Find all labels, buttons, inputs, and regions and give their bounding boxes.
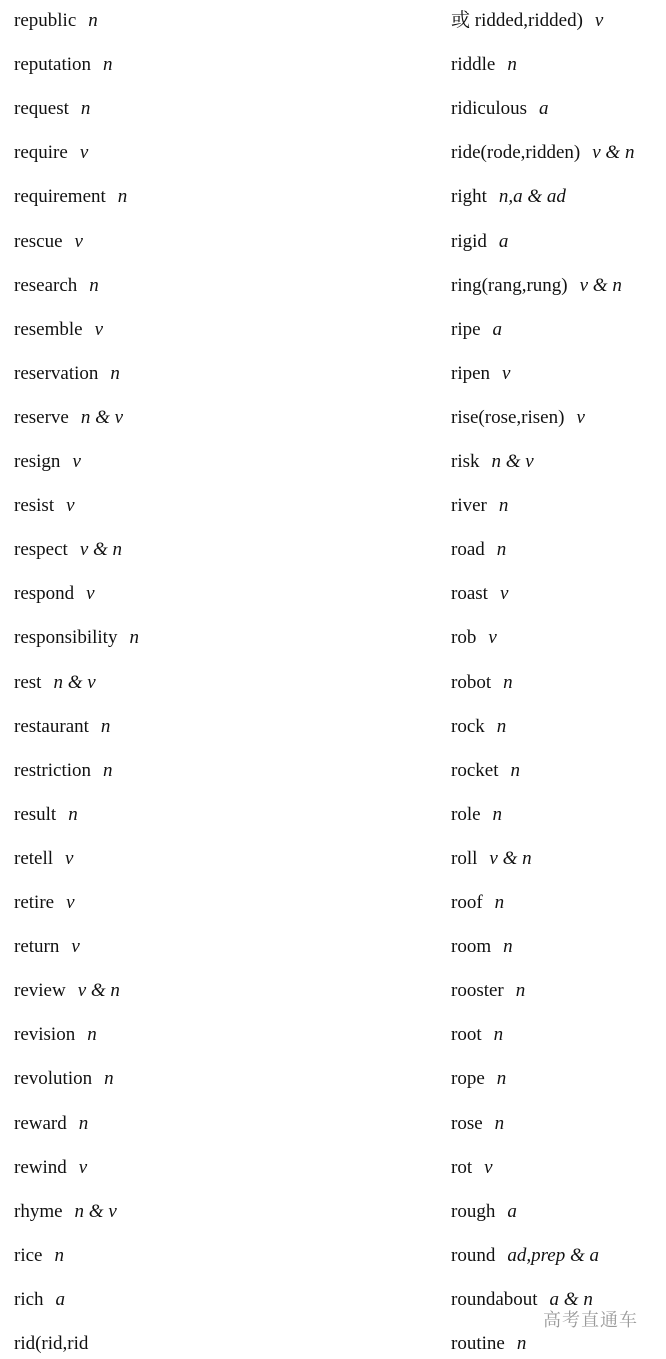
vocab-word: revision <box>14 1024 76 1046</box>
vocab-entry <box>14 1157 87 1179</box>
vocab-entry <box>451 804 502 826</box>
vocab-entry <box>451 980 525 1002</box>
vocab-entry <box>14 407 123 429</box>
vocab-entry <box>451 1245 599 1267</box>
vocab-entry <box>14 760 113 782</box>
vocab-word: rope <box>451 1068 485 1090</box>
vocab-word: roast <box>451 583 488 605</box>
part-of-speech: n & v <box>80 406 124 428</box>
part-of-speech: v <box>86 583 95 605</box>
vocab-entry <box>14 142 88 164</box>
part-of-speech: n <box>510 759 520 781</box>
part-of-speech: ad,prep & a <box>507 1244 599 1266</box>
vocab-entry <box>451 186 566 208</box>
vocab-entry <box>14 848 73 870</box>
part-of-speech: v & n <box>79 539 123 561</box>
part-of-speech: n <box>100 715 111 737</box>
vocab-entry <box>14 804 78 826</box>
vocab-word: roundabout <box>451 1288 538 1310</box>
part-of-speech: n & v <box>53 671 96 693</box>
vocab-word: retire <box>14 892 55 913</box>
vocab-entry <box>451 231 508 253</box>
vocab-word: role <box>451 803 481 825</box>
vocab-entry <box>14 10 98 32</box>
vocab-word: ripe <box>451 318 481 340</box>
part-of-speech: n <box>117 186 128 208</box>
vocab-entry <box>451 583 508 605</box>
vocab-entry <box>451 1201 517 1223</box>
vocab-word: restriction <box>14 759 92 781</box>
vocab-word: rhyme <box>14 1200 63 1222</box>
vocab-word: return <box>14 936 60 958</box>
vocab-word: result <box>14 803 57 825</box>
vocab-word: ride(rode,ridden) <box>451 142 581 164</box>
vocab-entry <box>14 451 81 473</box>
part-of-speech: v & n <box>579 274 622 296</box>
vocab-entry <box>14 495 75 517</box>
vocab-word: resemble <box>14 318 83 340</box>
vocab-word: rich <box>14 1288 44 1310</box>
vocab-entry <box>14 539 122 561</box>
vocab-word: rice <box>14 1244 43 1266</box>
part-of-speech: a <box>539 98 549 120</box>
part-of-speech: v <box>488 627 497 649</box>
vocab-entry <box>14 1245 64 1267</box>
part-of-speech: v <box>576 406 585 428</box>
vocab-entry <box>14 583 95 605</box>
vocab-word: rooster <box>451 980 504 1002</box>
part-of-speech: v <box>78 1156 88 1178</box>
part-of-speech: n <box>87 1024 97 1046</box>
part-of-speech: n <box>88 10 98 31</box>
vocab-entry <box>451 495 508 517</box>
part-of-speech: v <box>594 10 604 31</box>
vocab-word: routine <box>451 1333 505 1354</box>
vocab-word: river <box>451 495 487 517</box>
part-of-speech: n <box>89 274 99 296</box>
part-of-speech: n & v <box>74 1200 117 1222</box>
vocab-word: retell <box>14 847 54 869</box>
part-of-speech: n <box>494 892 505 913</box>
vocab-entry <box>14 627 139 649</box>
vocab-word: reputation <box>14 54 92 76</box>
vocab-word: riddle <box>451 54 496 76</box>
part-of-speech: n & v <box>491 451 534 472</box>
part-of-speech: v <box>66 892 75 913</box>
vocab-entry <box>451 1157 493 1179</box>
part-of-speech: n <box>492 803 503 825</box>
vocab-entry <box>451 275 622 297</box>
vocab-entry <box>14 1024 97 1046</box>
vocab-entry <box>14 319 103 341</box>
part-of-speech: a <box>498 230 509 252</box>
vocab-entry <box>14 936 80 958</box>
part-of-speech: v & n <box>489 847 532 869</box>
part-of-speech: n <box>103 759 113 781</box>
vocab-entry <box>14 1333 100 1355</box>
vocab-entry <box>451 54 517 76</box>
vocab-word: rough <box>451 1200 496 1222</box>
vocab-word: restaurant <box>14 715 89 737</box>
vocab-word: rob <box>451 627 477 649</box>
vocab-word: round <box>451 1244 496 1266</box>
vocab-word: roof <box>451 892 483 913</box>
part-of-speech: v <box>499 583 509 605</box>
vocab-word: right <box>451 186 487 208</box>
vocab-word: 或 ridded,ridded) <box>451 10 583 31</box>
vocab-word: roll <box>451 847 478 869</box>
vocab-word: revolution <box>14 1068 93 1090</box>
vocab-entry <box>14 1201 117 1223</box>
vocab-word: resist <box>14 495 55 517</box>
vocab-entry <box>14 980 120 1002</box>
part-of-speech: a & n <box>549 1288 593 1310</box>
vocab-entry <box>14 231 83 253</box>
vocab-entry <box>451 1068 506 1090</box>
vocab-entry <box>451 892 504 914</box>
vocab-word: rest <box>14 671 42 693</box>
vocab-entry <box>14 892 75 914</box>
vocab-word: root <box>451 1024 482 1046</box>
vocab-word: respect <box>14 539 68 561</box>
vocab-word: robot <box>451 671 492 693</box>
vocab-word: rocket <box>451 759 499 781</box>
part-of-speech: v <box>502 362 511 384</box>
part-of-speech: n <box>496 539 507 561</box>
part-of-speech: n <box>503 671 513 693</box>
vocab-entry <box>14 1068 114 1090</box>
vocab-word: risk <box>451 451 480 472</box>
part-of-speech: v <box>65 847 74 869</box>
vocab-word: ripen <box>451 362 491 384</box>
part-of-speech: n <box>54 1244 64 1266</box>
vocab-word: ridiculous <box>451 98 527 120</box>
watermark: 高考直通车 <box>543 1310 638 1331</box>
part-of-speech: n,a & ad <box>498 186 566 208</box>
vocab-word: require <box>14 142 68 164</box>
part-of-speech: n <box>493 1024 504 1046</box>
vocab-word: reward <box>14 1112 67 1134</box>
vocab-entry <box>451 142 634 164</box>
part-of-speech: n <box>507 54 517 76</box>
vocab-entry <box>451 319 502 341</box>
vocab-entry <box>14 1113 88 1135</box>
vocab-entry <box>14 186 127 208</box>
vocab-word: responsibility <box>14 627 118 649</box>
part-of-speech: v & n <box>592 142 635 164</box>
vocab-entry <box>14 716 110 738</box>
part-of-speech: a <box>507 1200 517 1222</box>
part-of-speech: a <box>55 1288 66 1310</box>
vocab-word: rewind <box>14 1156 67 1178</box>
vocab-word: ring(rang,rung) <box>451 274 568 296</box>
part-of-speech: v <box>79 142 89 164</box>
part-of-speech: n <box>516 1333 527 1354</box>
part-of-speech: n <box>496 1068 507 1090</box>
vocab-entry <box>14 1289 65 1311</box>
vocab-entry <box>451 98 549 120</box>
vocab-entry <box>14 275 99 297</box>
part-of-speech: n <box>515 980 526 1002</box>
vocab-entry <box>451 539 506 561</box>
vocab-word: resign <box>14 451 61 472</box>
vocab-entry <box>14 54 113 76</box>
vocab-entry <box>451 936 513 958</box>
vocab-entry <box>14 672 96 694</box>
part-of-speech: n <box>496 715 507 737</box>
part-of-speech: n <box>110 362 120 384</box>
vocab-word: review <box>14 980 66 1002</box>
vocab-entry <box>451 363 510 385</box>
vocab-word: respond <box>14 583 75 605</box>
vocab-word: rigid <box>451 230 487 252</box>
vocab-entry <box>14 363 120 385</box>
vocab-word: road <box>451 539 485 561</box>
vocab-word: request <box>14 98 69 120</box>
vocab-entry <box>451 672 513 694</box>
vocab-entry <box>451 10 603 32</box>
part-of-speech: n <box>129 627 139 649</box>
part-of-speech: v <box>72 451 81 472</box>
part-of-speech: a <box>492 318 503 340</box>
vocab-word: rock <box>451 715 485 737</box>
vocab-entry <box>451 627 497 649</box>
vocab-word: republic <box>14 10 77 31</box>
part-of-speech: n <box>68 803 78 825</box>
part-of-speech: n <box>498 495 509 517</box>
part-of-speech: n <box>503 936 513 958</box>
vocab-entry <box>451 1113 504 1135</box>
part-of-speech: v <box>484 1156 493 1178</box>
part-of-speech: n <box>78 1112 89 1134</box>
part-of-speech: v & n <box>77 980 120 1002</box>
part-of-speech: v <box>71 936 80 958</box>
vocab-word: rise(rose,risen) <box>451 406 565 428</box>
vocab-word: reservation <box>14 362 99 384</box>
vocab-entry <box>451 716 506 738</box>
vocab-entry <box>451 848 532 870</box>
part-of-speech: v <box>66 495 75 517</box>
vocab-word: reserve <box>14 406 69 428</box>
vocab-word: requirement <box>14 186 106 208</box>
vocab-word: room <box>451 936 492 958</box>
vocab-entry <box>14 98 90 120</box>
vocab-entry <box>451 1333 526 1355</box>
part-of-speech: n <box>80 98 91 120</box>
part-of-speech: v <box>74 230 83 252</box>
vocab-word: rid(rid,rid <box>14 1333 89 1354</box>
vocab-entry <box>451 407 585 429</box>
vocab-word: research <box>14 274 78 296</box>
vocab-entry <box>451 1024 503 1046</box>
part-of-speech: v <box>94 318 104 340</box>
part-of-speech: n <box>494 1112 505 1134</box>
vocab-word: rose <box>451 1112 483 1134</box>
vocab-word: rescue <box>14 230 63 252</box>
vocab-entry <box>451 451 534 473</box>
part-of-speech: n <box>104 1068 114 1090</box>
vocab-word: rot <box>451 1156 473 1178</box>
part-of-speech: n <box>103 54 113 76</box>
vocab-entry <box>451 760 520 782</box>
